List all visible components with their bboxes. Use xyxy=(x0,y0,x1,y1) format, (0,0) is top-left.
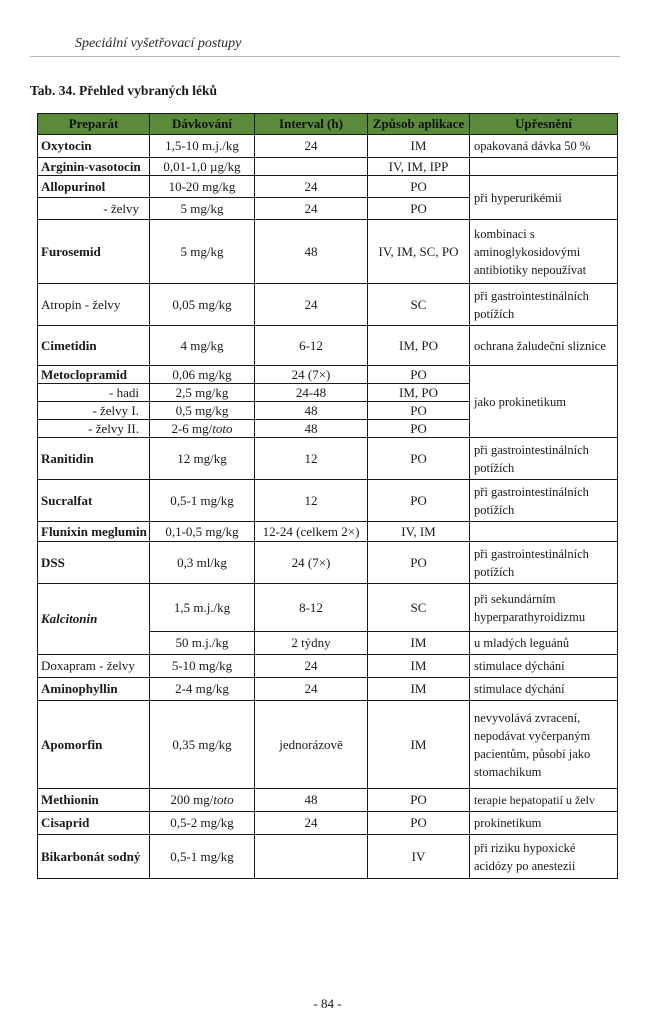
interval: 24 xyxy=(255,284,368,326)
interval: jednorázově xyxy=(255,701,368,789)
table-row xyxy=(38,522,618,542)
interval: 48 xyxy=(255,402,368,420)
drug-name: Atropin xyxy=(41,296,82,312)
drug-name: Methionin xyxy=(38,789,150,812)
header-interval: Interval (h) xyxy=(255,114,368,135)
route: SC xyxy=(368,584,470,632)
route: IV, IM xyxy=(368,522,470,542)
drug-name-suffix: - želvy xyxy=(81,296,121,312)
route: PO xyxy=(368,542,470,584)
note: u mladých leguánů xyxy=(470,632,618,655)
dose: 5 mg/kg xyxy=(150,198,255,220)
note xyxy=(470,158,618,176)
table-row xyxy=(38,220,618,284)
drug-name: Allopurinol xyxy=(38,176,150,198)
drug-name: Apomorfin xyxy=(38,701,150,789)
route: IM xyxy=(368,135,470,158)
route: IM xyxy=(368,701,470,789)
table-row xyxy=(38,135,618,158)
note: nevyvolává zvracení, nepodávat vyčerpaným pacientům, působí jako stomachikum xyxy=(470,701,618,789)
drug-table xyxy=(37,113,618,879)
table-row xyxy=(38,480,618,522)
route: PO xyxy=(368,812,470,835)
interval: 48 xyxy=(255,220,368,284)
drug-name: Sucralfat xyxy=(38,480,150,522)
dose: 12 mg/kg xyxy=(150,438,255,480)
note: stimulace dýchání xyxy=(470,655,618,678)
dose-unit: toto xyxy=(213,792,234,807)
route: IM xyxy=(368,655,470,678)
route: PO xyxy=(368,198,470,220)
dose: 0,35 mg/kg xyxy=(150,701,255,789)
note: při gastrointestinálních potížích xyxy=(470,284,618,326)
table-header-row xyxy=(38,114,618,135)
interval: 24 (7×) xyxy=(255,366,368,384)
note: při hyperurikémii xyxy=(470,176,618,220)
interval: 6-12 xyxy=(255,326,368,366)
drug-name: DSS xyxy=(38,542,150,584)
drug-subgroup: - hadi xyxy=(38,384,150,402)
drug-name-cell xyxy=(38,655,150,678)
dose: 5-10 mg/kg xyxy=(150,655,255,678)
interval xyxy=(255,158,368,176)
interval: 24 xyxy=(255,812,368,835)
route: PO xyxy=(368,420,470,438)
drug-name: Flunixin meglumin xyxy=(38,522,150,542)
note: při sekundárním hyperparathyroidizmu xyxy=(470,584,618,632)
note: terapie hepatopatií u želv xyxy=(470,789,618,812)
dose: 5 mg/kg xyxy=(150,220,255,284)
drug-name: Cisaprid xyxy=(38,812,150,835)
route: PO xyxy=(368,176,470,198)
running-head: Speciální vyšetřovací postupy xyxy=(75,36,242,51)
table-row xyxy=(38,655,618,678)
table-row xyxy=(38,701,618,789)
dose: 1,5 m.j./kg xyxy=(150,584,255,632)
dose: 2-4 mg/kg xyxy=(150,678,255,701)
table-row xyxy=(38,584,618,632)
route: PO xyxy=(368,480,470,522)
table-row xyxy=(38,366,618,384)
drug-name: Doxapram xyxy=(41,658,96,673)
dose-cell xyxy=(150,420,255,438)
dose: 1,5-10 m.j./kg xyxy=(150,135,255,158)
dose: 0,5-1 mg/kg xyxy=(150,480,255,522)
interval: 24 xyxy=(255,198,368,220)
dose: 0,5-1 mg/kg xyxy=(150,835,255,879)
table-caption: Tab. 34. Přehled vybraných léků xyxy=(30,83,218,98)
route: PO xyxy=(368,789,470,812)
table-row xyxy=(38,812,618,835)
dose: 2,5 mg/kg xyxy=(150,384,255,402)
route: PO xyxy=(368,366,470,384)
drug-name: Arginin-vasotocin xyxy=(38,158,150,176)
drug-name: Ranitidin xyxy=(38,438,150,480)
drug-name: Kalcitonin xyxy=(38,584,150,655)
header-preparat: Preparát xyxy=(38,114,150,135)
route: IM, PO xyxy=(368,326,470,366)
table-row xyxy=(38,678,618,701)
dose-value: 2-6 mg/ xyxy=(171,420,213,436)
interval: 24 xyxy=(255,678,368,701)
route: PO xyxy=(368,402,470,420)
drug-name: Metoclopramid xyxy=(38,366,150,384)
note: při gastrointestinálních potížích xyxy=(470,480,618,522)
drug-subgroup: - želvy I. xyxy=(38,402,150,420)
note: ochrana žaludeční sliznice xyxy=(470,326,618,366)
table-row xyxy=(38,158,618,176)
interval: 12 xyxy=(255,480,368,522)
drug-name: Bikarbonát sodný xyxy=(38,835,150,879)
drug-name-suffix: - želvy xyxy=(95,658,135,673)
note: při riziku hypoxické acidózy po anestezii xyxy=(470,835,618,879)
interval: 8-12 xyxy=(255,584,368,632)
dose: 0,5-2 mg/kg xyxy=(150,812,255,835)
dose: 0,3 ml/kg xyxy=(150,542,255,584)
note: při gastrointestinálních potížích xyxy=(470,542,618,584)
route: PO xyxy=(368,438,470,480)
drug-name: Furosemid xyxy=(38,220,150,284)
interval: 48 xyxy=(255,789,368,812)
header-rule xyxy=(30,56,620,57)
table-row xyxy=(38,284,618,326)
interval: 12-24 (celkem 2×) xyxy=(255,522,368,542)
interval: 24 xyxy=(255,655,368,678)
dose: 4 mg/kg xyxy=(150,326,255,366)
dose: 0,1-0,5 mg/kg xyxy=(150,522,255,542)
drug-subgroup: - želvy xyxy=(38,198,150,220)
drug-name-cell xyxy=(38,284,150,326)
route: IM xyxy=(368,632,470,655)
header-upresneni: Upřesnění xyxy=(470,114,618,135)
note: prokinetikum xyxy=(470,812,618,835)
drug-subgroup: - želvy II. xyxy=(38,420,150,438)
dose: 0,01-1,0 µg/kg xyxy=(150,158,255,176)
dose: 10-20 mg/kg xyxy=(150,176,255,198)
interval xyxy=(255,835,368,879)
table-row xyxy=(38,835,618,879)
drug-name: Oxytocin xyxy=(38,135,150,158)
table-row xyxy=(38,789,618,812)
header-davkovani: Dávkování xyxy=(150,114,255,135)
route: IV, IM, IPP xyxy=(368,158,470,176)
dose: 0,05 mg/kg xyxy=(150,284,255,326)
drug-name: Cimetidin xyxy=(38,326,150,366)
table-row xyxy=(38,176,618,198)
dose: 0,06 mg/kg xyxy=(150,366,255,384)
note: při gastrointestinálních potížích xyxy=(470,438,618,480)
dose-value: 200 mg/ xyxy=(170,792,214,807)
interval: 24 xyxy=(255,135,368,158)
drug-name: Aminophyllin xyxy=(38,678,150,701)
note: opakovaná dávka 50 % xyxy=(470,135,618,158)
interval: 48 xyxy=(255,420,368,438)
page-number: - 84 - xyxy=(313,996,342,1011)
note xyxy=(470,522,618,542)
route: IM, PO xyxy=(368,384,470,402)
interval: 24 (7×) xyxy=(255,542,368,584)
dose-cell xyxy=(150,789,255,812)
route: SC xyxy=(368,284,470,326)
note: stimulace dýchání xyxy=(470,678,618,701)
route: IV, IM, SC, PO xyxy=(368,220,470,284)
interval: 12 xyxy=(255,438,368,480)
table-row xyxy=(38,542,618,584)
route: IV xyxy=(368,835,470,879)
interval: 24-48 xyxy=(255,384,368,402)
table-row xyxy=(38,438,618,480)
dose: 0,5 mg/kg xyxy=(150,402,255,420)
table-row xyxy=(38,326,618,366)
interval: 2 týdny xyxy=(255,632,368,655)
header-zpusob-aplikace: Způsob aplikace xyxy=(368,114,470,135)
note: kombinaci s aminoglykosidovými antibiotiky nepoužívat xyxy=(470,220,618,284)
note: jako prokinetikum xyxy=(470,366,618,438)
dose: 50 m.j./kg xyxy=(150,632,255,655)
route: IM xyxy=(368,678,470,701)
dose-unit: toto xyxy=(212,420,233,436)
interval: 24 xyxy=(255,176,368,198)
